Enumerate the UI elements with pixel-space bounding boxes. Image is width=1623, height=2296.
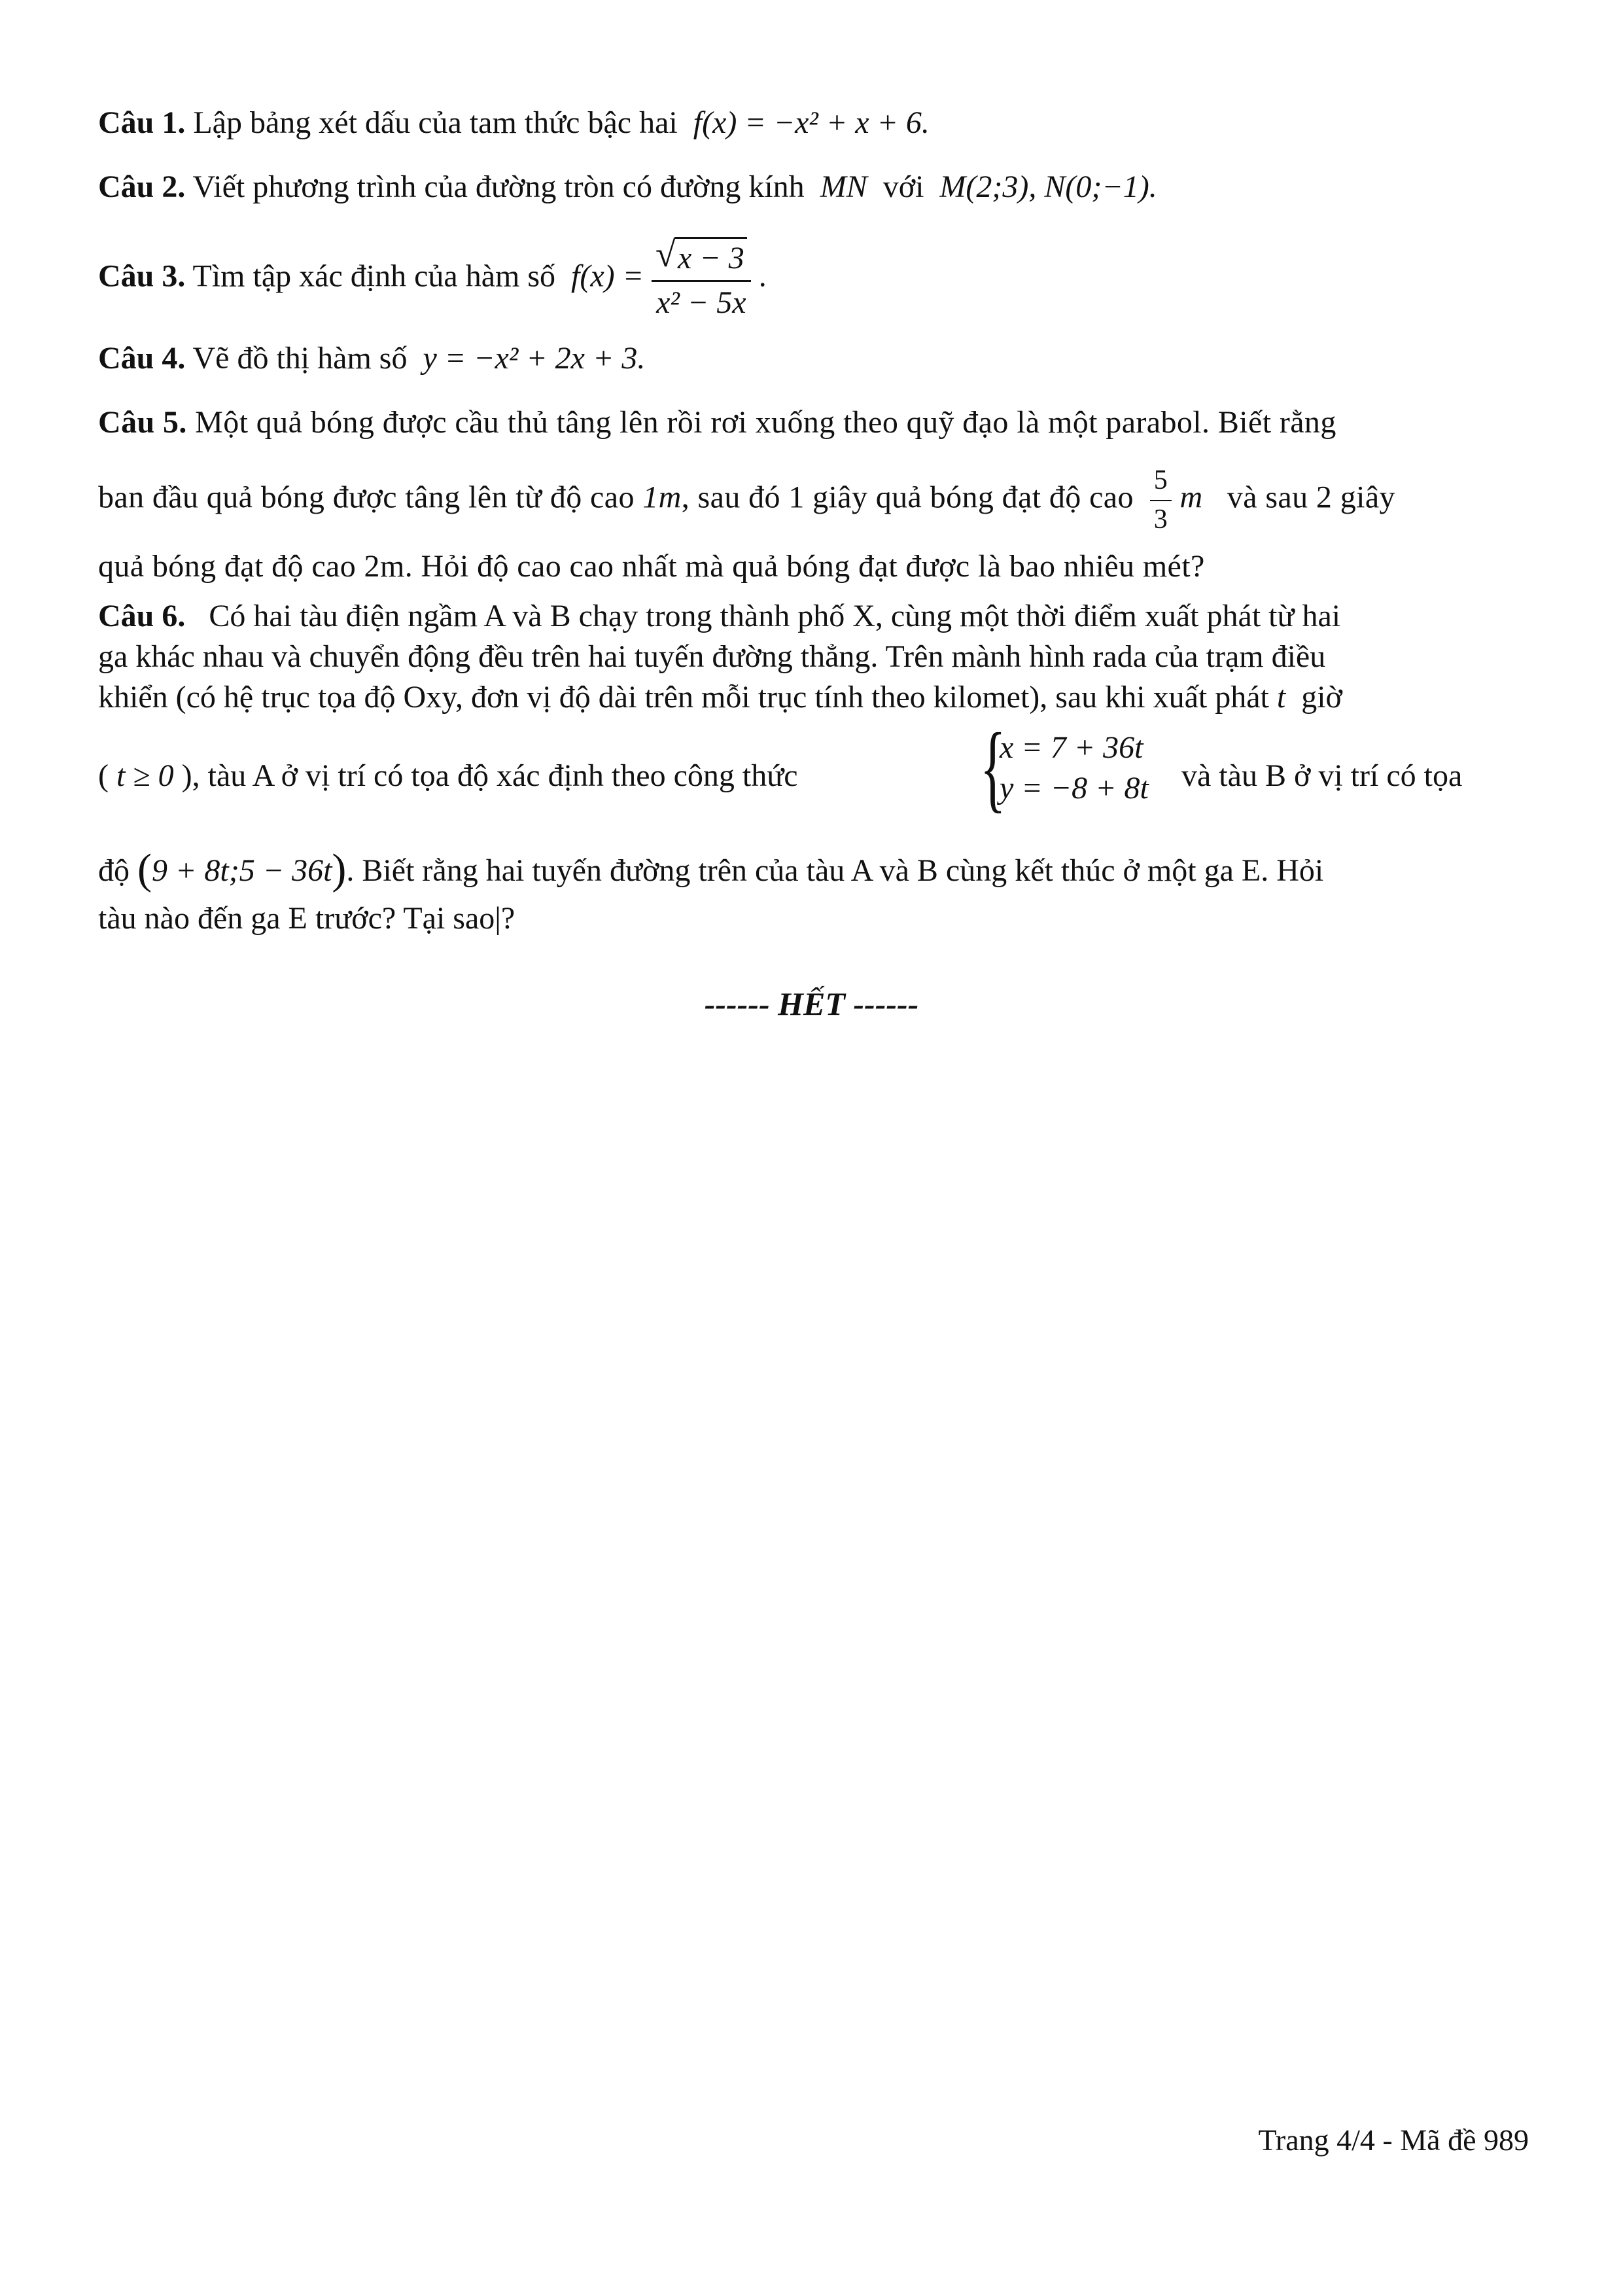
question-label: Câu 2. bbox=[98, 169, 186, 204]
question-4 bbox=[98, 340, 1531, 378]
question-line: và tàu B ở vị trí có tọa bbox=[1181, 758, 1463, 793]
page-footer: Trang 4/4 - Mã đề 989 bbox=[1258, 2123, 1529, 2157]
paren-open: ( bbox=[137, 845, 152, 893]
formula: y = −x² + 2x + 3. bbox=[423, 341, 646, 376]
question-text: Tìm tập xác định của hàm số bbox=[192, 258, 556, 294]
question-1 bbox=[98, 105, 1531, 142]
fraction bbox=[1150, 465, 1172, 536]
question-line: độ bbox=[98, 853, 130, 888]
fraction-numerator: 5 bbox=[1150, 465, 1172, 501]
question-label: Câu 3. bbox=[98, 258, 186, 294]
brace-icon: { bbox=[980, 713, 1006, 822]
question-line: tàu nào đến ga E trước? Tại sao|? bbox=[98, 901, 515, 936]
end-mark: ------ HẾT ------ bbox=[704, 985, 919, 1022]
equation-system bbox=[980, 713, 1149, 822]
paren-close: ) bbox=[332, 845, 347, 893]
points: M(2;3), N(0;−1). bbox=[939, 169, 1157, 204]
question-line: giờ bbox=[1301, 680, 1342, 715]
tail: . bbox=[758, 258, 767, 294]
question-text: Vẽ đồ thị hàm số bbox=[192, 341, 408, 376]
fraction bbox=[652, 234, 751, 321]
question-5 bbox=[98, 404, 1531, 442]
question-5-line-2 bbox=[98, 465, 1531, 536]
question-2 bbox=[98, 169, 1531, 206]
question-line: ), tàu A ở vị trí có tọa độ xác định theo công thức bbox=[181, 758, 798, 793]
question-6-line-6 bbox=[98, 900, 1531, 938]
question-line: Có hai tàu điện ngầm A và B chạy trong thành phố X, cùng một thời điểm xuất phát từ hai bbox=[209, 599, 1341, 633]
question-line: quả bóng đạt độ cao 2m. Hỏi độ cao cao nhất mà quả bóng đạt được là bao nhiêu mét? bbox=[98, 549, 1205, 584]
question-text: Lập bảng xét dấu của tam thức bậc hai bbox=[193, 105, 678, 140]
question-6-line-3 bbox=[98, 679, 1531, 716]
fraction-numerator bbox=[652, 234, 751, 282]
question-text: Viết phương trình của đường tròn có đường kính bbox=[192, 169, 805, 204]
unit: m bbox=[1179, 480, 1203, 515]
fraction-denominator: 3 bbox=[1153, 504, 1168, 535]
question-line: , sau đó 1 giây quả bóng đạt độ cao bbox=[681, 480, 1134, 515]
question-label: Câu 5. bbox=[98, 405, 187, 440]
height-value: 1m bbox=[642, 480, 682, 515]
formula: f(x) = −x² + x + 6. bbox=[693, 105, 930, 140]
question-line: Một quả bóng được cầu thủ tâng lên rồi rơi xuống theo quỹ đạo là một parabol. Biết rằng bbox=[195, 405, 1336, 440]
question-6 bbox=[98, 598, 1531, 635]
question-line: và sau 2 giây bbox=[1227, 480, 1395, 515]
radicand: x − 3 bbox=[675, 237, 747, 277]
question-line: . Biết rằng hai tuyến đường trên của tàu A và B cùng kết thúc ở một ga E. Hỏi bbox=[346, 853, 1324, 888]
question-6-line-4 bbox=[98, 713, 1531, 826]
coordinate-b: 9 + 8t;5 − 36t bbox=[151, 853, 332, 888]
condition: ( t ≥ 0 ), tàu A ở vị trí có tọa độ xác định theo công thức bbox=[98, 758, 798, 793]
question-label: Câu 6. bbox=[98, 599, 186, 633]
square-root bbox=[655, 234, 747, 277]
fraction-denominator: x² − 5x bbox=[656, 285, 746, 320]
equation-x: x = 7 + 36t bbox=[1000, 730, 1143, 765]
question-3 bbox=[98, 234, 1531, 321]
question-line: ban đầu quả bóng được tâng lên từ độ cao bbox=[98, 480, 635, 515]
equation-y: y = −8 + 8t bbox=[1000, 771, 1149, 806]
question-5-line-3 bbox=[98, 548, 1531, 586]
question-label: Câu 1. bbox=[98, 105, 186, 140]
radical-sign: √ bbox=[655, 234, 676, 275]
question-line: khiển (có hệ trục tọa độ Oxy, đơn vị độ dài trên mỗi trục tính theo kilomet), sau khi xuất phát bbox=[98, 680, 1269, 715]
question-6-line-2 bbox=[98, 639, 1531, 676]
condition-text: t ≥ 0 bbox=[116, 758, 174, 793]
question-label: Câu 4. bbox=[98, 341, 186, 376]
function-lhs: f(x) = bbox=[571, 258, 644, 294]
connector-text: với bbox=[882, 169, 924, 204]
segment-name: MN bbox=[820, 169, 867, 204]
question-6-line-5 bbox=[98, 844, 1531, 895]
variable-t: t bbox=[1276, 680, 1286, 715]
question-line: ga khác nhau và chuyển động đều trên hai tuyến đường thẳng. Trên mành hình rada của trạm điều bbox=[98, 639, 1326, 674]
